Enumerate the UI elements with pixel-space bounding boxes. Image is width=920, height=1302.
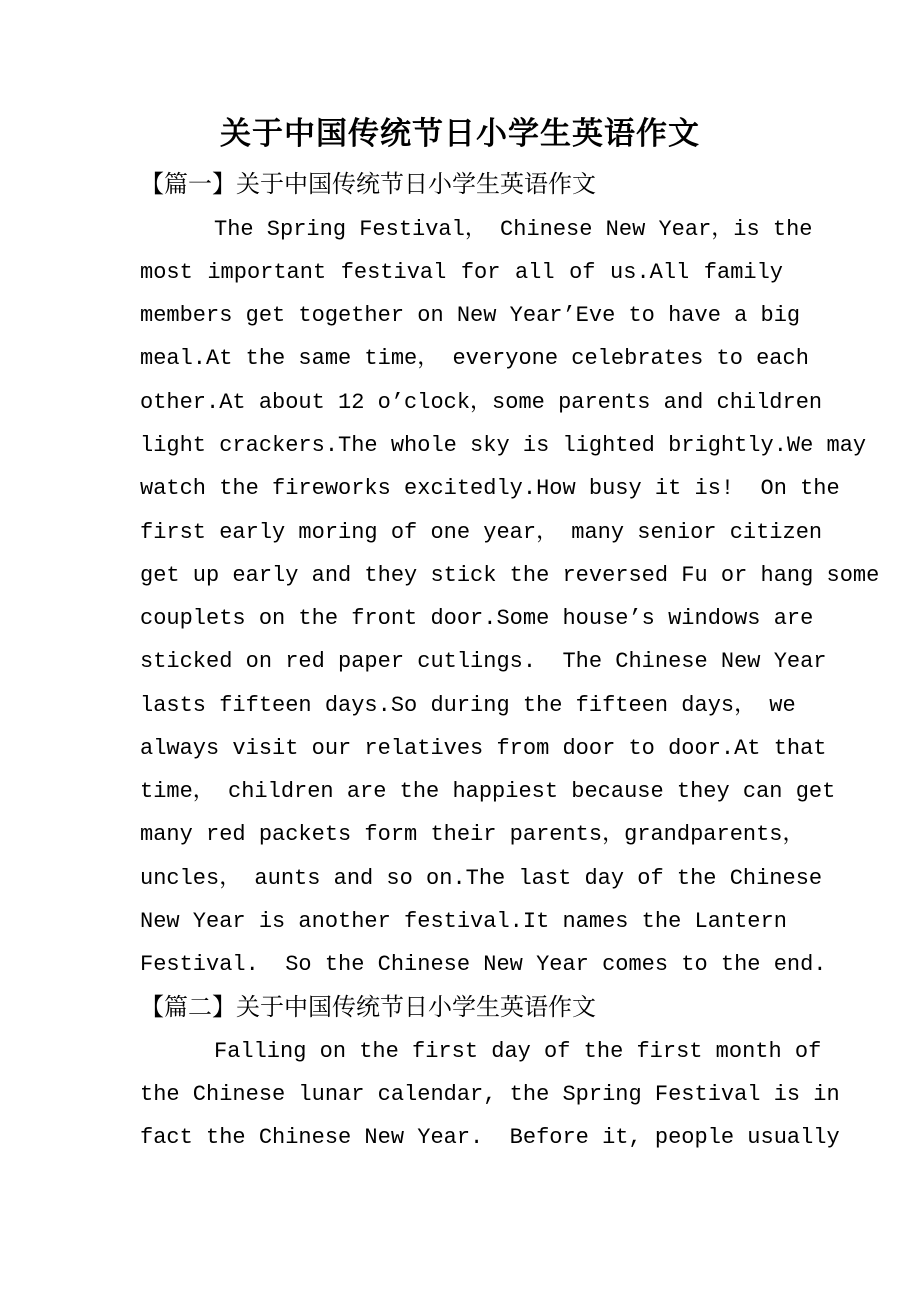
section-1-line: watch the fireworks excitedly.How busy it is! On the (140, 476, 840, 501)
section-1-line: most important festival for all of us.All family (140, 260, 783, 285)
section-1-line: time， children are the happiest because they can get (140, 779, 836, 804)
section-1-line: New Year is another festival.It names the Lantern (140, 909, 787, 934)
section-1-line: uncles， aunts and so on.The last day of the Chinese (140, 866, 823, 891)
section-1-line: Festival. So the Chinese New Year comes to the end. (140, 952, 827, 977)
section-1-line: members get together on New Year’Eve to have a big (140, 303, 801, 328)
section-1-line: other.At about 12 o’clock，some parents and children (140, 390, 823, 415)
section-2-heading: 【篇二】关于中国传统节日小学生英语作文 (140, 993, 596, 1021)
section-1-line: get up early and they stick the reversed Fu or hang some (140, 563, 880, 588)
section-1-line: light crackers.The whole sky is lighted brightly.We may (140, 433, 867, 458)
section-1-line: sticked on red paper cutlings. The Chinese New Year (140, 649, 827, 674)
section-1-line: couplets on the front door.Some house’s windows are (140, 606, 814, 631)
section-1-line: The Spring Festival， Chinese New Year，is the (214, 217, 813, 242)
section-2-line: Falling on the first day of the first month of (214, 1039, 822, 1064)
document-title: 关于中国传统节日小学生英语作文 (220, 116, 700, 152)
section-1-line: first early moring of one year， many senior citizen (140, 520, 823, 545)
section-2-line: the Chinese lunar calendar, the Spring Festival is in (140, 1082, 840, 1107)
section-2-line: fact the Chinese New Year. Before it, people usually (140, 1125, 840, 1150)
section-1-line: many red packets form their parents，grandparents， (140, 822, 805, 847)
section-1-line: meal.At the same time， everyone celebrates to each (140, 346, 809, 371)
section-1-heading: 【篇一】关于中国传统节日小学生英语作文 (140, 170, 596, 198)
section-1-line: lasts fifteen days.So during the fifteen days， we (140, 693, 796, 718)
section-1-line: always visit our relatives from door to door.At that (140, 736, 827, 761)
